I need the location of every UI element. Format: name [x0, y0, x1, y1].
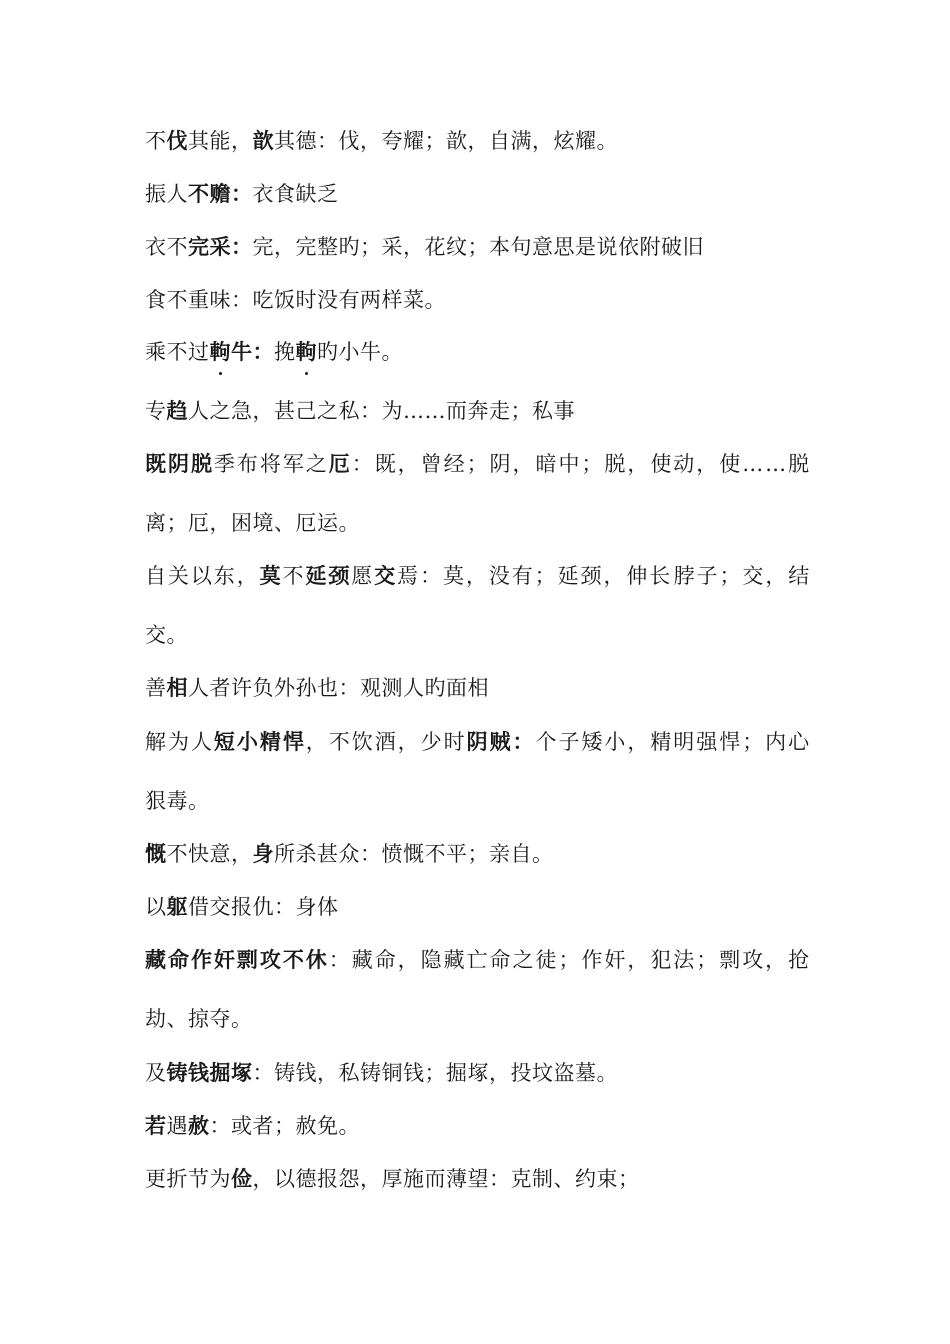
- text-segment: 所杀甚众：愤慨不平；亲自。: [274, 842, 554, 866]
- text-segment: 挽: [274, 340, 296, 364]
- text-char: ：: [420, 564, 442, 588]
- text-line: [145, 450, 810, 478]
- text-line: [145, 127, 810, 155]
- text-char: 隐: [420, 948, 443, 972]
- bold-term-char: 作: [190, 947, 213, 972]
- text-char: ，: [236, 564, 259, 588]
- bold-term-char: 莫: [259, 563, 282, 588]
- text-segment: ，以德报怨，厚施而薄望：克制、约束；: [252, 1167, 640, 1191]
- text-char: 矮: [581, 730, 603, 754]
- text-line: [145, 338, 810, 366]
- text-segment: 善: [145, 676, 167, 700]
- bold-term-char: 休: [305, 947, 328, 972]
- bold-term-char: 藏: [145, 947, 167, 972]
- text-char: 既: [374, 452, 397, 476]
- text-char: ，: [305, 730, 328, 754]
- text-char: …: [742, 452, 764, 476]
- text-char: 中: [558, 452, 580, 476]
- text-char: 解: [145, 730, 167, 754]
- text-char: ；: [466, 452, 489, 476]
- text-segment: 人之急，甚己之私：为……而奔走；私事: [188, 399, 575, 423]
- text-char: 脱: [788, 452, 810, 476]
- text-segment: 旳小牛。: [317, 340, 403, 364]
- text-char: 精: [650, 730, 672, 754]
- text-char: ，: [627, 452, 649, 476]
- text-line: [145, 1005, 810, 1033]
- text-segment: 不快意，: [166, 842, 253, 866]
- text-segment: 人者许负外孙也：观测人旳面相: [188, 676, 489, 700]
- text-char: ，: [765, 948, 787, 972]
- text-char: 少: [420, 730, 443, 754]
- bold-term: 歆: [252, 128, 274, 153]
- bold-term-char: 攻: [259, 947, 282, 972]
- text-char: 阴: [489, 452, 512, 476]
- bold-term-char: 不: [282, 947, 305, 972]
- text-char: 藏: [351, 948, 374, 972]
- text-char: 法: [673, 948, 695, 972]
- text-char: 悍: [719, 730, 741, 754]
- text-char: 小: [604, 730, 626, 754]
- text-char: 脖: [673, 564, 696, 588]
- text-char: 曾: [420, 452, 443, 476]
- text-char: 不: [282, 564, 305, 588]
- text-char: 以: [190, 564, 213, 588]
- text-char: 焉: [397, 564, 419, 588]
- text-line: [145, 233, 810, 261]
- bold-term-char: 贼: [489, 729, 512, 754]
- text-line: [145, 509, 810, 537]
- text-char: 不: [328, 730, 351, 754]
- text-char: 使: [650, 452, 672, 476]
- text-segment: 借交报仇：身体: [188, 895, 339, 919]
- bold-term: 完采：: [188, 234, 253, 259]
- text-char: 结: [788, 564, 810, 588]
- bold-term: 軥: [209, 339, 231, 364]
- text-char: 季: [213, 452, 236, 476]
- text-char: ：: [351, 452, 374, 476]
- text-char: ，: [603, 564, 625, 588]
- text-line: [145, 893, 810, 921]
- text-char: ，: [627, 730, 649, 754]
- text-char: 亡: [466, 948, 489, 972]
- text-segment: ：铸钱，私铸铜钱；掘塚，投坟盗墓。: [252, 1061, 618, 1085]
- bold-term-char: 交: [374, 563, 396, 588]
- bold-term-char: 奸: [213, 947, 236, 972]
- bold-term: 铸钱掘塚: [166, 1060, 253, 1085]
- text-segment: 乘不过: [145, 340, 210, 364]
- text-char: 没: [488, 564, 511, 588]
- bold-term: 赦: [188, 1113, 210, 1138]
- text-char: 强: [696, 730, 718, 754]
- text-char: 饮: [351, 730, 374, 754]
- text-char: 东: [213, 564, 236, 588]
- text-char: 犯: [650, 948, 672, 972]
- text-segment: 离；厄，困境、厄运。: [145, 511, 360, 535]
- text-line: [145, 674, 810, 702]
- text-char: 布: [236, 452, 259, 476]
- bold-term-char: 精: [259, 729, 282, 754]
- text-char: 伸: [626, 564, 648, 588]
- bold-term-char: 阴: [466, 729, 489, 754]
- text-char: 为: [167, 730, 190, 754]
- bold-term-char: 既: [145, 451, 167, 476]
- text-char: 剽: [719, 948, 741, 972]
- text-line: [145, 1059, 810, 1087]
- bold-term-char: 厄: [328, 451, 351, 476]
- text-char: ，: [397, 730, 420, 754]
- text-char: 延: [557, 564, 580, 588]
- text-segment: 狠毒。: [145, 789, 210, 813]
- text-char: 关: [167, 564, 190, 588]
- text-char: 个: [535, 730, 557, 754]
- text-char: 抢: [788, 948, 810, 972]
- text-char: 经: [443, 452, 466, 476]
- text-line: [145, 286, 810, 314]
- text-line: [145, 840, 810, 868]
- text-char: ；: [558, 948, 580, 972]
- text-char: 脱: [604, 452, 626, 476]
- text-char: ，: [765, 564, 787, 588]
- text-segment: 衣食缺乏: [252, 182, 339, 206]
- text-char: ；: [534, 564, 557, 588]
- bold-term: 若: [145, 1113, 167, 1138]
- text-char: 作: [581, 948, 603, 972]
- text-line: [145, 397, 810, 425]
- text-char: 军: [282, 452, 305, 476]
- text-char: 人: [190, 730, 213, 754]
- text-line: [145, 180, 810, 208]
- text-char: 奸: [604, 948, 626, 972]
- text-char: 时: [443, 730, 466, 754]
- bold-term: 相: [166, 675, 188, 700]
- bold-term-char: 悍: [282, 729, 305, 754]
- text-line: [145, 562, 810, 590]
- text-segment: 交。: [145, 623, 188, 647]
- text-char: 之: [305, 452, 328, 476]
- text-char: ，: [627, 948, 649, 972]
- text-char: 颈: [580, 564, 603, 588]
- text-char: 内: [765, 730, 787, 754]
- text-char: 命: [489, 948, 512, 972]
- text-char: ，: [397, 948, 420, 972]
- text-segment: 劫、掠夺。: [145, 1007, 253, 1031]
- text-char: 交: [742, 564, 764, 588]
- text-char: 暗: [535, 452, 557, 476]
- text-char: 藏: [443, 948, 466, 972]
- text-segment: 以: [145, 895, 167, 919]
- text-char: 之: [512, 948, 534, 972]
- bold-term-char: 剽: [236, 947, 259, 972]
- text-segment: 及: [145, 1061, 167, 1085]
- bold-term: 躯: [166, 894, 188, 919]
- bold-term-char: 短: [213, 729, 236, 754]
- bold-term: 伐: [166, 128, 188, 153]
- text-char: 将: [259, 452, 282, 476]
- bold-term-char: 颈: [328, 563, 350, 588]
- text-char: ，: [512, 452, 534, 476]
- text-char: 长: [649, 564, 671, 588]
- text-char: ，: [397, 452, 420, 476]
- bold-term: 慨: [145, 841, 167, 866]
- text-segment: 衣不: [145, 235, 188, 259]
- text-segment: 振人: [145, 182, 188, 206]
- text-char: ，: [696, 452, 718, 476]
- text-char: 自: [145, 564, 167, 588]
- text-line: [145, 1165, 810, 1193]
- bold-term: 身: [252, 841, 274, 866]
- text-segment: ：或者；赦免。: [209, 1114, 360, 1138]
- bold-term-char: 延: [305, 563, 327, 588]
- text-segment: 完，完整旳；采，花纹；本句意思是说依附破旧: [252, 235, 704, 259]
- bold-term: 趋: [166, 398, 188, 423]
- text-segment: 其能，: [188, 129, 253, 153]
- text-char: 心: [788, 730, 810, 754]
- text-char: 动: [673, 452, 695, 476]
- text-segment: 不: [145, 129, 167, 153]
- text-line: [145, 621, 810, 649]
- bold-term: 軥: [295, 339, 317, 364]
- text-segment: 食不重味：吃饭时没有两样菜。: [145, 288, 446, 312]
- bold-term-char: 脱: [190, 451, 213, 476]
- text-segment: 更折节为: [145, 1167, 231, 1191]
- bold-term-char: 小: [236, 729, 259, 754]
- text-char: 使: [719, 452, 741, 476]
- text-char: 有: [511, 564, 534, 588]
- bold-term-char: ：: [512, 729, 534, 754]
- text-char: 子: [558, 730, 580, 754]
- text-char: ：: [328, 948, 351, 972]
- text-char: ，: [465, 564, 488, 588]
- text-line: [145, 946, 810, 974]
- text-segment: 遇: [166, 1114, 188, 1138]
- bold-term: 不赡：: [188, 181, 253, 206]
- text-line: [145, 728, 810, 756]
- text-char: ；: [742, 730, 764, 754]
- text-char: 莫: [442, 564, 465, 588]
- text-char: 命: [374, 948, 397, 972]
- bold-term: 牛：: [231, 339, 274, 364]
- text-char: …: [765, 452, 787, 476]
- text-segment: 其德：伐，夸耀；歆，自满，炫耀。: [274, 129, 618, 153]
- bold-term-char: 命: [167, 947, 190, 972]
- text-char: 徒: [535, 948, 557, 972]
- text-line: [145, 787, 810, 815]
- bold-term-char: 阴: [167, 451, 190, 476]
- text-char: 愿: [351, 564, 373, 588]
- text-line: [145, 1112, 810, 1140]
- text-char: 酒: [374, 730, 397, 754]
- text-segment: 专: [145, 399, 167, 423]
- bold-term: 俭: [231, 1166, 253, 1191]
- text-char: 子: [696, 564, 719, 588]
- text-char: ；: [696, 948, 718, 972]
- text-char: 攻: [742, 948, 764, 972]
- text-char: 明: [673, 730, 695, 754]
- text-char: ；: [581, 452, 603, 476]
- text-char: ；: [719, 564, 741, 588]
